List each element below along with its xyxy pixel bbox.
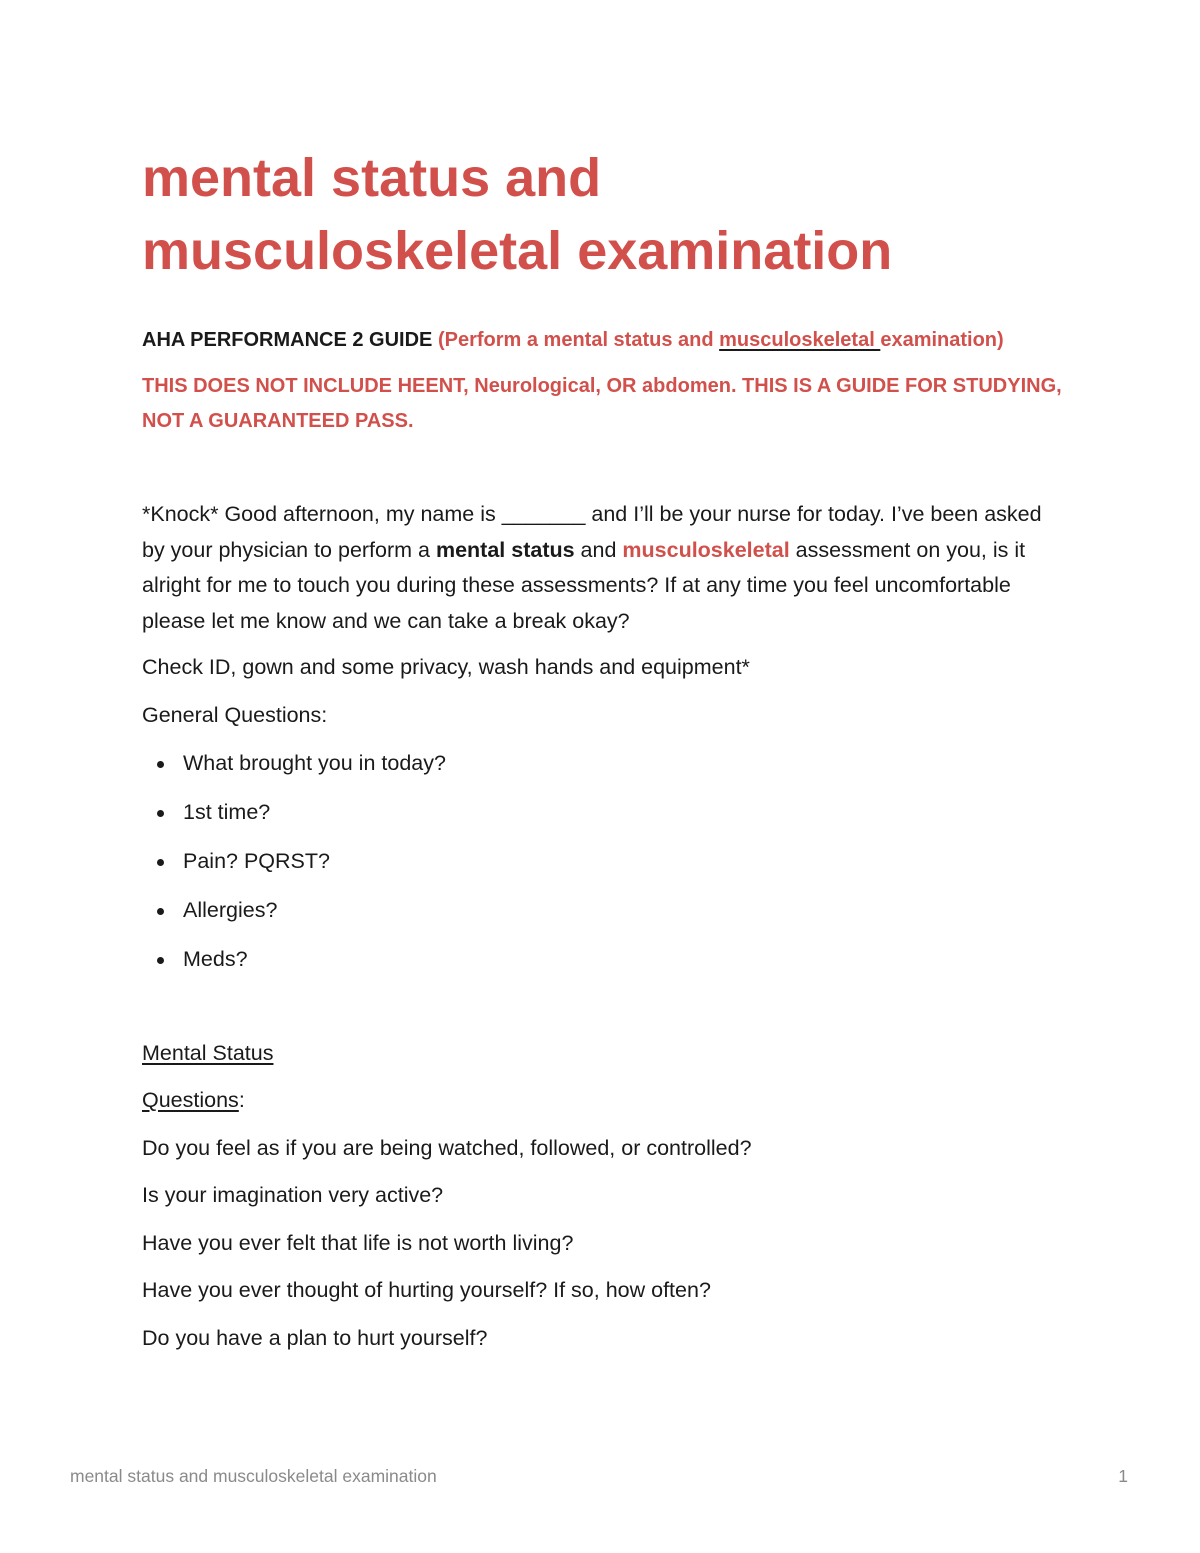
intro-text-2: and bbox=[574, 537, 623, 562]
mental-question: Have you ever felt that life is not worth living? bbox=[142, 1230, 574, 1255]
mental-question: Do you have a plan to hurt yourself? bbox=[142, 1325, 488, 1350]
questions-heading-colon: : bbox=[238, 1088, 245, 1112]
list-item-text: What brought you in today? bbox=[183, 751, 446, 775]
guide-name: AHA PERFORMANCE 2 GUIDE bbox=[142, 329, 433, 351]
bullet-icon bbox=[157, 908, 164, 915]
bullet-icon bbox=[157, 859, 164, 866]
intro-bold-mental-status: mental status bbox=[435, 537, 575, 562]
guide-purpose-part2: examination) bbox=[880, 329, 1004, 351]
list-item-text: Allergies? bbox=[183, 898, 278, 922]
guide-purpose-underlined: musculoskeletal bbox=[719, 329, 881, 351]
questions-heading bbox=[142, 1083, 1062, 1119]
guide-purpose-part1: (Perform a mental status and bbox=[432, 329, 720, 351]
list-item bbox=[142, 942, 1062, 978]
mental-question: Have you ever thought of hurting yourself? If so, how often? bbox=[142, 1278, 711, 1302]
section-title-mental-status: Mental Status bbox=[142, 1040, 274, 1065]
title-line-1: mental status and bbox=[142, 148, 602, 208]
general-questions-heading: General Questions: bbox=[142, 702, 328, 727]
list-item-text: Pain? PQRST? bbox=[183, 849, 330, 873]
bullet-icon bbox=[157, 810, 164, 817]
check-instructions: Check ID, gown and some privacy, wash hands and equipment* bbox=[142, 655, 750, 679]
intro-red-musculoskeletal: musculoskeletal bbox=[622, 537, 790, 562]
intro-text-1: *Knock* Good afternoon, my name is _______ and I’ll be your nurse for today. I’ve been asked by your physician to perform a bbox=[142, 502, 1042, 562]
mental-question: Is your imagination very active? bbox=[142, 1183, 444, 1207]
general-questions-list bbox=[142, 746, 1062, 978]
page-number: 1 bbox=[1118, 1466, 1128, 1486]
mental-question: Do you feel as if you are being watched, followed, or controlled? bbox=[142, 1135, 752, 1160]
bullet-icon bbox=[157, 761, 164, 768]
intro-text-3: assessment on you, is it alright for me to touch you during these assessments? If at any time you feel uncomfortable please let me know and we can take a break okay? bbox=[142, 537, 1026, 633]
title-line-2: musculoskeletal examination bbox=[142, 221, 893, 281]
warning-text: THIS DOES NOT INCLUDE HEENT, Neurological, OR abdomen. THIS IS A GUIDE FOR STUDYING, NOT A GUARANTEED PASS. bbox=[142, 375, 1062, 432]
bullet-icon bbox=[157, 957, 164, 964]
guide-subheading bbox=[142, 323, 1062, 358]
intro-paragraph bbox=[142, 497, 1062, 639]
list-item bbox=[142, 795, 1062, 831]
list-item bbox=[142, 746, 1062, 782]
list-item bbox=[142, 893, 1062, 929]
list-item bbox=[142, 844, 1062, 880]
list-item-text: Meds? bbox=[183, 947, 248, 971]
document-body bbox=[142, 323, 1062, 1356]
questions-heading-label: Questions bbox=[142, 1088, 239, 1112]
list-item-text: 1st time? bbox=[183, 800, 271, 824]
footer-title: mental status and musculoskeletal examination bbox=[70, 1466, 437, 1486]
document-title bbox=[142, 142, 1102, 288]
